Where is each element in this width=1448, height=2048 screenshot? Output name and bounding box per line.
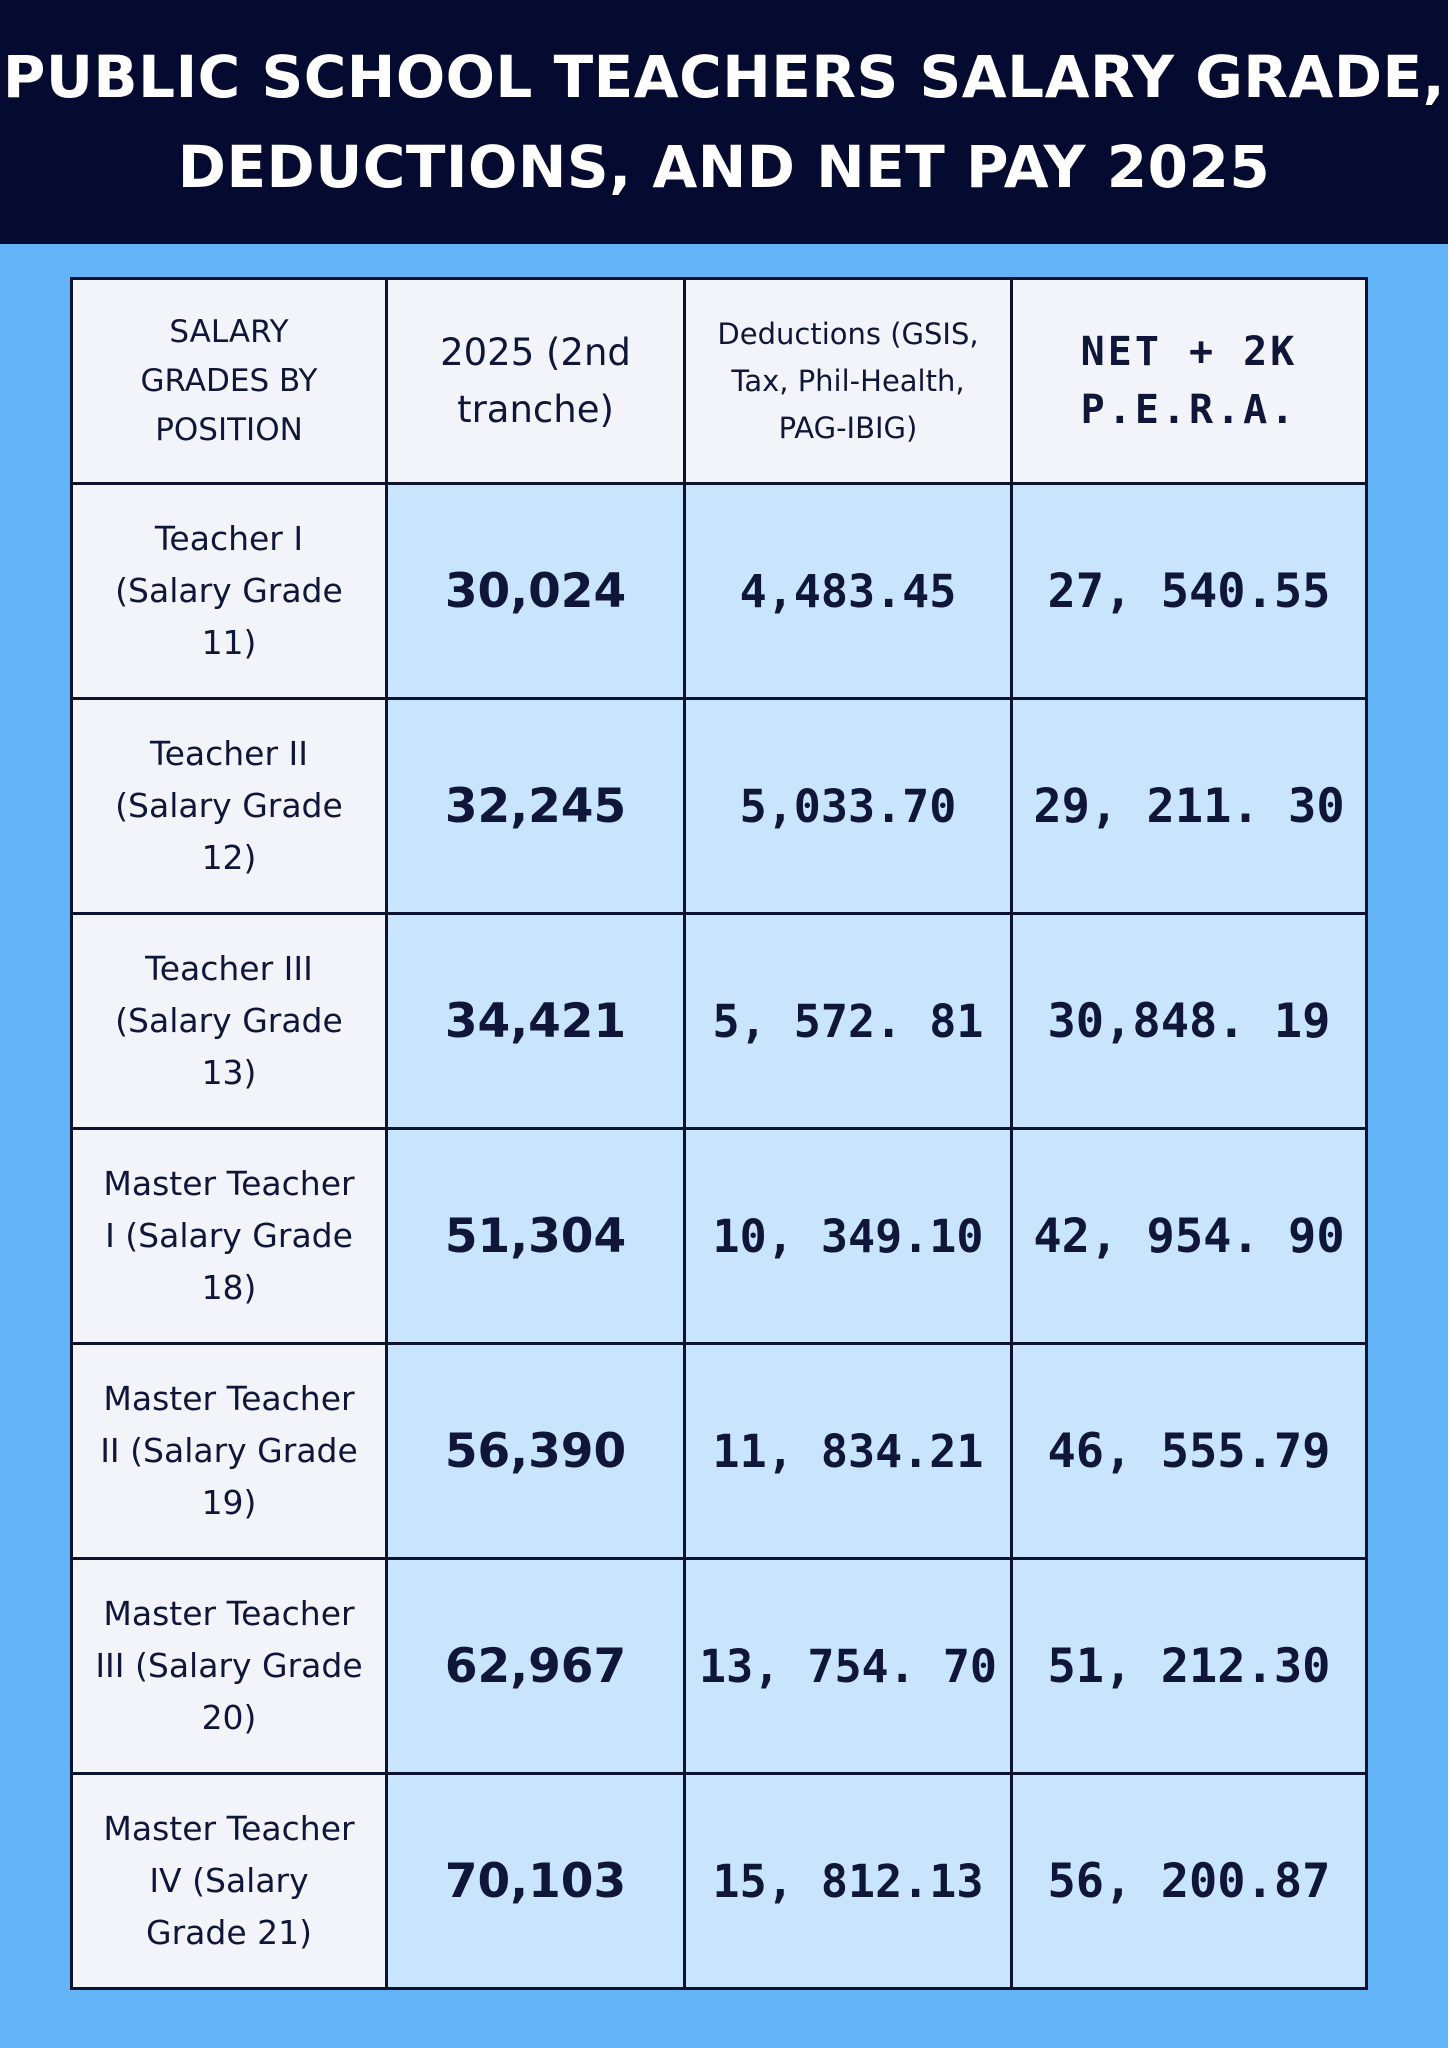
cell-position: Teacher I (Salary Grade 11) bbox=[72, 484, 387, 699]
cell-deductions: 13, 754. 70 bbox=[685, 1559, 1012, 1774]
cell-deductions: 15, 812.13 bbox=[685, 1774, 1012, 1989]
header-position: SALARY GRADES BY POSITION bbox=[72, 279, 387, 484]
cell-salary: 30,024 bbox=[387, 484, 685, 699]
page-title-line-1: PUBLIC SCHOOL TEACHERS SALARY GRADE, bbox=[2, 43, 1446, 111]
cell-net: 29, 211. 30 bbox=[1012, 699, 1367, 914]
cell-position: Master Teacher III (Salary Grade 20) bbox=[72, 1559, 387, 1774]
cell-net: 30,848. 19 bbox=[1012, 914, 1367, 1129]
cell-position: Master Teacher II (Salary Grade 19) bbox=[72, 1344, 387, 1559]
cell-salary: 56,390 bbox=[387, 1344, 685, 1559]
cell-position: Master Teacher I (Salary Grade 18) bbox=[72, 1129, 387, 1344]
table-row bbox=[72, 914, 1367, 1129]
cell-deductions: 5,033.70 bbox=[685, 699, 1012, 914]
cell-deductions: 5, 572. 81 bbox=[685, 914, 1012, 1129]
table-row bbox=[72, 1344, 1367, 1559]
header-deductions: Deductions (GSIS, Tax, Phil-Health, PAG-IBIG) bbox=[685, 279, 1012, 484]
page-title-line-2: DEDUCTIONS, AND NET PAY 2025 bbox=[177, 133, 1271, 201]
cell-position: Teacher III (Salary Grade 13) bbox=[72, 914, 387, 1129]
cell-net: 51, 212.30 bbox=[1012, 1559, 1367, 1774]
cell-position: Master Teacher IV (Salary Grade 21) bbox=[72, 1774, 387, 1989]
cell-deductions: 11, 834.21 bbox=[685, 1344, 1012, 1559]
cell-deductions: 4,483.45 bbox=[685, 484, 1012, 699]
cell-net: 56, 200.87 bbox=[1012, 1774, 1367, 1989]
cell-salary: 51,304 bbox=[387, 1129, 685, 1344]
cell-salary: 34,421 bbox=[387, 914, 685, 1129]
cell-net: 27, 540.55 bbox=[1012, 484, 1367, 699]
table-header-row bbox=[72, 279, 1367, 484]
cell-net: 42, 954. 90 bbox=[1012, 1129, 1367, 1344]
cell-salary: 70,103 bbox=[387, 1774, 685, 1989]
header-net: NET + 2K P.E.R.A. bbox=[1012, 279, 1367, 484]
table-row bbox=[72, 1774, 1367, 1989]
cell-salary: 62,967 bbox=[387, 1559, 685, 1774]
table-row bbox=[72, 1129, 1367, 1344]
cell-net: 46, 555.79 bbox=[1012, 1344, 1367, 1559]
header-salary: 2025 (2nd tranche) bbox=[387, 279, 685, 484]
page-header bbox=[0, 0, 1448, 244]
table-row bbox=[72, 484, 1367, 699]
salary-table bbox=[70, 277, 1368, 1990]
table-row bbox=[72, 1559, 1367, 1774]
cell-deductions: 10, 349.10 bbox=[685, 1129, 1012, 1344]
cell-position: Teacher II (Salary Grade 12) bbox=[72, 699, 387, 914]
table-row bbox=[72, 699, 1367, 914]
cell-salary: 32,245 bbox=[387, 699, 685, 914]
